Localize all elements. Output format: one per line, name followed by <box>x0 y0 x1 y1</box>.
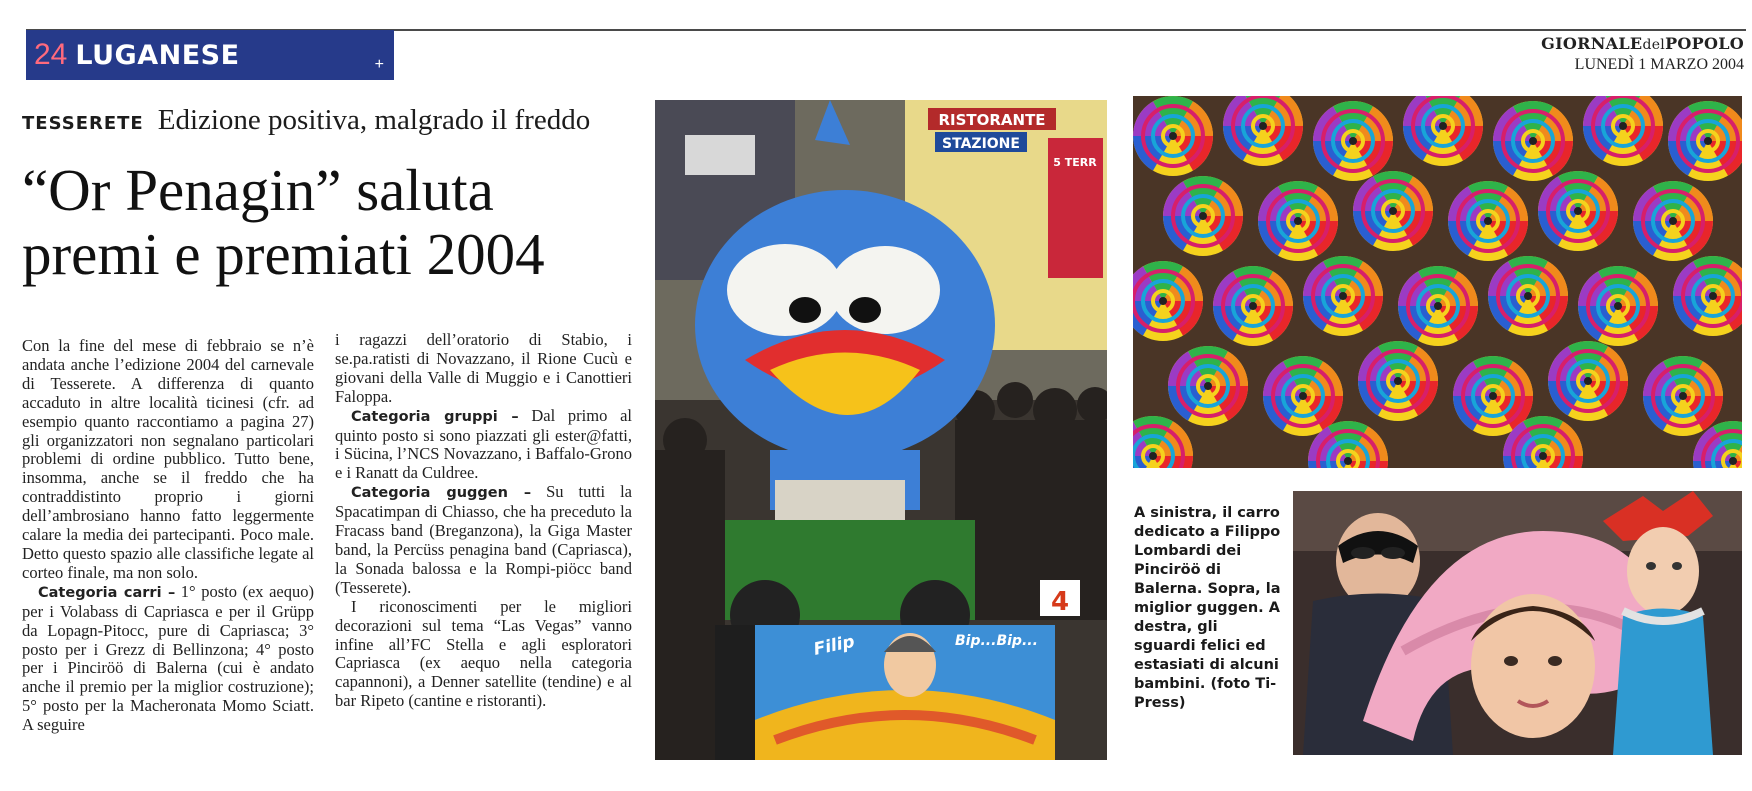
photo-carnival-float <box>655 100 1107 760</box>
paragraph <box>335 483 632 597</box>
masthead <box>1541 34 1744 74</box>
article-kicker <box>22 104 590 137</box>
newspaper-name-part: GIORNALE <box>1541 34 1643 53</box>
photo-caption: A sinistra, il carro dedicato a Filippo Lombardi dei Pinciröö di Balerna. Sopra, la miglior guggen. A destra, gli sguardi felici ed estasiati di alcuni bambini. (foto Ti-Press) <box>1134 505 1281 711</box>
kicker-text: Edizione positiva, malgrado il freddo <box>157 104 591 136</box>
headline-line: premi e premiati 2004 <box>22 221 545 287</box>
photo-pinwheels <box>1133 96 1742 468</box>
article-headline <box>22 158 642 286</box>
paragraph: i ragazzi dell’oratorio di Stabio, i se.pa.ratisti di Novazzano, il Rione Cucù e giovani della Valle di Muggio e i Canottieri Faloppa. <box>335 330 632 406</box>
body-column-2 <box>335 331 632 711</box>
paragraph <box>335 407 632 484</box>
shop-sign: 5 TERR <box>1053 156 1097 169</box>
paragraph <box>22 583 314 735</box>
paragraph: Con la fine del mese di febbraio se n’è andata anche l’edizione 2004 del carnevale di Tesserete. A differenza di quanto accaduto in altre località ticinesi (cfr. ad esempio quanto raccontiamo a pagina 27) gli organizzatori non segnalano particolari problemi di ordine pubblico. Tutto bene, insomma, anche se il freddo che ha contraddistinto proprio i giorni dell’ambrosiano hanno fatto leggermente calare la media dei partecipanti. Poco male. Detto questo spazio alle classifiche legate al corteo finale, ma non solo. <box>22 336 314 582</box>
plus-mark: + <box>374 56 384 73</box>
page-number: 24 <box>34 38 68 71</box>
sign-ristorante: RISTORANTE <box>938 111 1046 129</box>
sign-stazione: STAZIONE <box>942 136 1020 152</box>
section-header <box>26 30 394 80</box>
paragraph-text: Su tutti la Spacatimpan di Chiasso, che ha preceduto la Fracass band (Breganzona), la Giga Master band, la Percüss penagina band (Capriasca), la Sonada balossa e la Rompi-piöcc band (Tesserete). <box>335 482 632 597</box>
category-label: Categoria gruppi – <box>351 408 519 425</box>
dateline-place: TESSERETE <box>22 113 144 134</box>
section-name: LUGANESE <box>75 39 240 71</box>
category-label: Categoria carri – <box>38 584 176 601</box>
photo-children <box>1293 491 1742 755</box>
issue-date: LUNEDÌ 1 MARZO 2004 <box>1574 56 1744 73</box>
paragraph-text: 1° posto (ex aequo) per i Volabass di Capriasca e per il Grüpp da Lopagn-Pitocc, pure di Capriasca; 3° posto per i Grezz di Bellinzona; 4° posto per i Pinciröö di Balerna (cui è andato anche il premio per la miglior costruzione); 5° posto per la Macheronata Momo Sciatt. A seguire <box>22 581 314 735</box>
float-number: 4 <box>1050 587 1070 617</box>
body-column-1 <box>22 337 314 735</box>
banner-text-left: Filip <box>811 631 857 660</box>
headline-line: “Or Penagin” saluta <box>22 157 494 223</box>
banner-text-right: Bip...Bip... <box>955 633 1038 649</box>
newspaper-name <box>1541 34 1744 53</box>
paragraph: I riconoscimenti per le migliori decorazioni sul tema “Las Vegas” vanno infine all’FC Stella e agli esploratori Capriasca (ex aequo nella categoria capannoni), a Denner satellite (tendine) e al bar Ripeto (cantine e ristoranti). <box>335 596 632 711</box>
newspaper-name-part: POPOLO <box>1665 34 1744 53</box>
category-label: Categoria guggen – <box>351 485 532 502</box>
paragraph-text: Dal primo al quinto posto si sono piazzati gli ester@fatti, i Sücina, l’NCS Novazzano, i Baffalo-Grono e i Ranatt da Culdree. <box>335 405 632 483</box>
newspaper-name-part: del <box>1642 37 1666 53</box>
